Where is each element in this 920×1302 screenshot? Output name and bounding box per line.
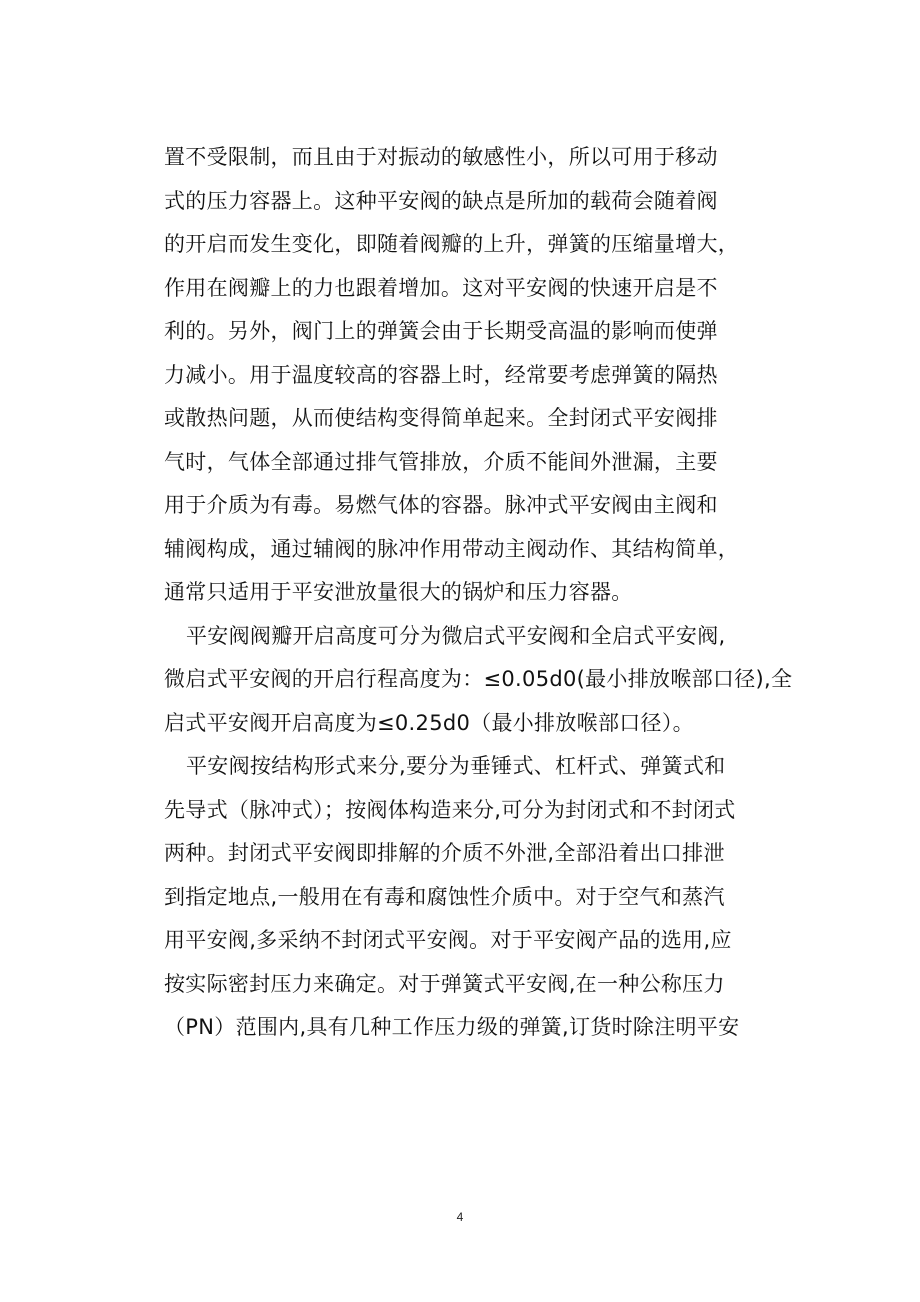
text-line: 力减小。用于温度较高的容器上时，经常要考虑弹簧的隔热 [164,362,718,387]
text-line: 到指定地点,一般用在有毒和腐蚀性介质中。对于空气和蒸汽 [164,884,725,909]
text-line: 或散热问题，从而使结构变得简单起来。全封闭式平安阀排 [164,406,718,430]
text-line: 按实际密封压力来确定。对于弹簧式平安阀,在一种公称压力 [164,971,725,996]
paragraph-start-line: 平安阀按结构形式来分,要分为垂锤式、杠杆式、弹簧式和 [186,754,726,778]
text-line: （PN）范围内,具有几种工作压力级的弹簧,订货时除注明平安 [164,1015,740,1039]
text-line: 利的。另外，阀门上的弹簧会由于长期受高温的影响而使弹 [164,319,718,343]
paragraph-start-line: 平安阀阀瓣开启高度可分为微启式平安阀和全启式平安阀, [186,623,726,648]
text-line: 两种。封闭式平安阀即排解的介质不外泄,全部沿着出口排泄 [164,841,725,865]
text-line: 气时，气体全部通过排气管排放，介质不能间外泄漏，主要 [164,449,718,474]
text-line: 通常只适用于平安泄放量很大的锅炉和压力容器。 [164,580,633,604]
text-line: 先导式（脉冲式）；按阀体构造来分,可分为封闭式和不封闭式 [164,797,736,822]
text-line: 用平安阀,多采纳不封闭式平安阀。对于平安阀产品的选用,应 [164,928,732,952]
text-line: 式的压力容器上。这种平安阀的缺点是所加的载荷会随着阀 [164,188,718,213]
text-line: 的开启而发生变化，即随着阀瓣的上升，弹簧的压缩量增大， [164,232,740,256]
text-line: 作用在阀瓣上的力也跟着增加。这对平安阀的快速开启是不 [164,275,718,300]
body-text [164,136,824,1050]
text-line: 辅阀构成，通过辅阀的脉冲作用带动主阀动作、其结构简单， [164,536,740,561]
text-line: 用于介质为有毒。易燃气体的容器。脉冲式平安阀由主阀和 [164,493,718,517]
text-line: 启式平安阀开启高度为≤0.25d0（最小排放喉部口径）。 [164,710,694,735]
text-line: 置不受限制，而且由于对振动的敏感性小，所以可用于移动 [164,145,718,169]
page-number: 4 [456,1210,464,1224]
text-line: 微启式平安阀的开启行程高度为：≤0.05d0(最小排放喉部口径),全 [164,667,793,691]
